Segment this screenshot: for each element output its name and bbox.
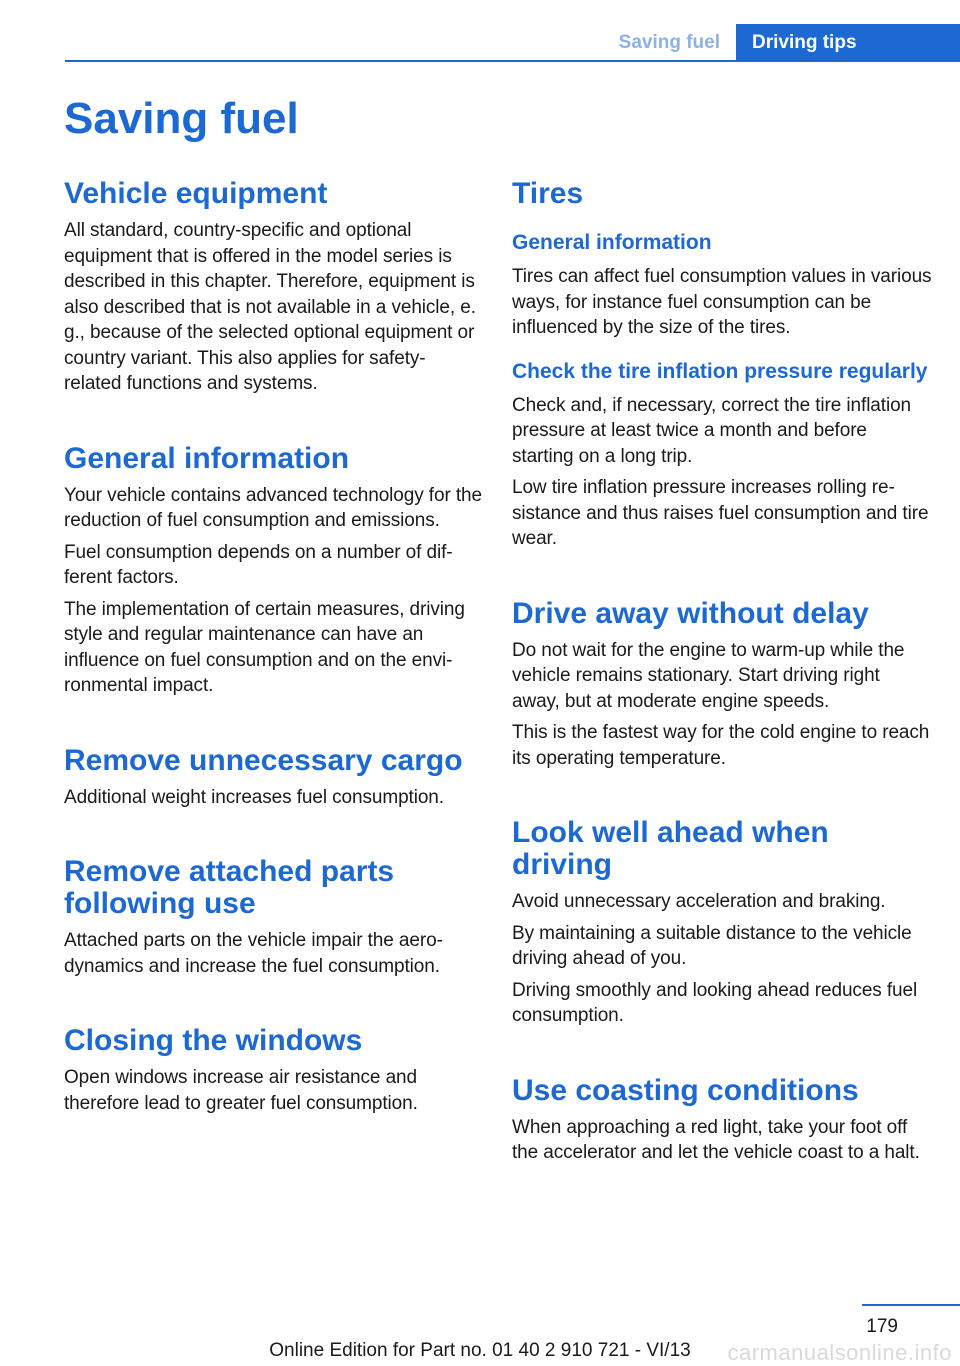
footer-rule xyxy=(862,1304,960,1306)
paragraph: Driving smoothly and looking ahead reduces fuel consumption. xyxy=(512,979,918,1026)
running-header xyxy=(65,24,960,62)
right-column xyxy=(512,178,932,1166)
paragraph: Additional weight increases fuel consumption. xyxy=(64,786,444,808)
heading-remove-unnecessary-cargo: Remove unnecessary cargo xyxy=(64,743,463,777)
paragraph: This is the fastest way for the cold engine to reach its operating temperature. xyxy=(512,722,930,769)
paragraph: Check and, if necessary, correct the tire inflation pressure at least twice a month and before starting on a long trip. xyxy=(512,394,912,467)
paragraph: Do not wait for the engine to warm-up while the vehicle remains stationary. Start driving right away, but at moderate engine speeds. xyxy=(512,639,905,712)
header-rule xyxy=(65,60,960,62)
subheading-general-information: General information xyxy=(512,231,712,254)
subheading-check-tire-pressure: Check the tire inflation pressure regularly xyxy=(512,359,928,383)
paragraph: Attached parts on the vehicle impair the aerodynamics and increase the fuel consumption. xyxy=(64,930,443,977)
paragraph: Open windows increase air resistance and therefore lead to greater fuel consumption. xyxy=(64,1067,418,1114)
header-section-label: Saving fuel xyxy=(618,32,720,53)
edition-note: Online Edition for Part no. 01 40 2 910 721 - VI/13 xyxy=(269,1340,691,1361)
heading-remove-attached-parts: Remove attached parts following use xyxy=(64,855,395,920)
heading-drive-away-without-delay: Drive away without delay xyxy=(512,596,869,630)
paragraph: The implementation of certain measures, driving style and regular maintenance can have an influence on fuel consumption and on the environmental impact. xyxy=(64,598,465,696)
page-number: 179 xyxy=(866,1316,898,1337)
heading-look-well-ahead: Look well ahead when driving xyxy=(512,816,829,881)
paragraph: All standard, country-specific and optional equipment that is offered in the model series is described in this chapter. Therefore, equipment is also described that is not available in a vehicle, e. g., because of the selected optional equipment or country variant. This also applies for safety-related functions and systems. xyxy=(64,220,476,394)
paragraph: When approaching a red light, take your foot off the accelerator and let the vehicle coast to a halt. xyxy=(512,1116,920,1163)
heading-general-information: General information xyxy=(64,441,350,475)
left-column xyxy=(64,178,482,1116)
heading-closing-the-windows: Closing the windows xyxy=(64,1024,363,1057)
header-chapter-tab: Driving tips xyxy=(736,24,960,60)
paragraph: By maintaining a suitable distance to the vehicle driving ahead of you. xyxy=(512,922,912,969)
paragraph: Low tire inflation pressure increases rolling resistance and thus raises fuel consumption and tire wear. xyxy=(512,477,929,549)
watermark: carmanualsonline.info xyxy=(727,1340,952,1365)
paragraph: Tires can affect fuel consumption values in various ways, for instance fuel consumption can be influenced by the size of the tires. xyxy=(512,266,932,338)
heading-vehicle-equipment: Vehicle equipment xyxy=(64,177,328,210)
heading-tires: Tires xyxy=(512,177,584,210)
paragraph: Avoid unnecessary acceleration and braking. xyxy=(512,891,886,912)
page-title: Saving fuel xyxy=(64,94,299,143)
paragraph: Fuel consumption depends on a number of different factors. xyxy=(64,541,453,588)
paragraph: Your vehicle contains advanced technology for the reduction of fuel consumption and emissions. xyxy=(64,484,482,531)
heading-use-coasting-conditions: Use coasting conditions xyxy=(512,1073,859,1107)
